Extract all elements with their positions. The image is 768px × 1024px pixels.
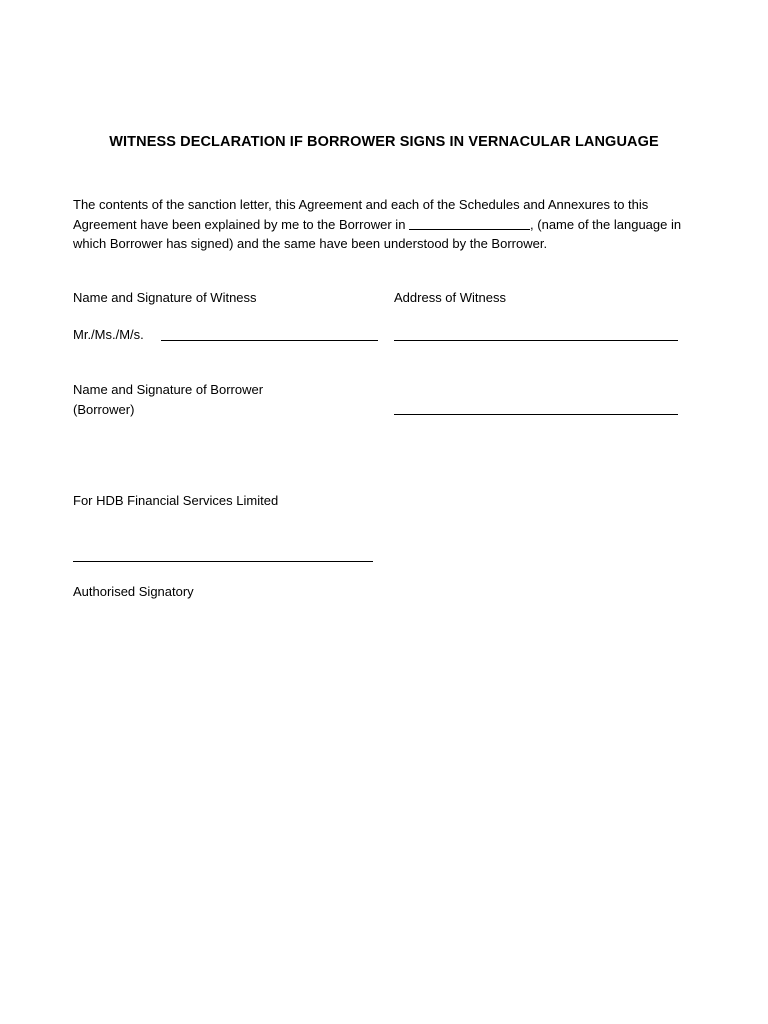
authorised-signatory-label: Authorised Signatory	[73, 584, 194, 599]
witness-salutation: Mr./Ms./M/s.	[73, 327, 144, 342]
authorised-signature-line[interactable]	[73, 561, 373, 562]
witness-address-line-2[interactable]	[394, 414, 678, 415]
document-title: WITNESS DECLARATION IF BORROWER SIGNS IN VERNACULAR LANGUAGE	[109, 134, 659, 150]
witness-name-label: Name and Signature of Witness	[73, 290, 257, 305]
declaration-text-end: , (name of the language in which Borrower has signed) and the same have been understood by the Borrower.	[73, 216, 682, 251]
witness-signature-line[interactable]	[161, 340, 378, 341]
witness-address-label: Address of Witness	[394, 290, 506, 305]
declaration-paragraph	[73, 195, 693, 254]
language-blank-line[interactable]	[409, 229, 530, 230]
borrower-sub-label: (Borrower)	[73, 402, 135, 417]
witness-address-line-1[interactable]	[394, 340, 678, 341]
declaration-text-start: The contents of the sanction letter, this Agreement and each of the Schedules and Annexures to this Agreement have been explained by me to the Borrower in	[73, 197, 649, 232]
company-for-label: For HDB Financial Services Limited	[73, 493, 279, 508]
borrower-name-label: Name and Signature of Borrower	[73, 382, 264, 397]
